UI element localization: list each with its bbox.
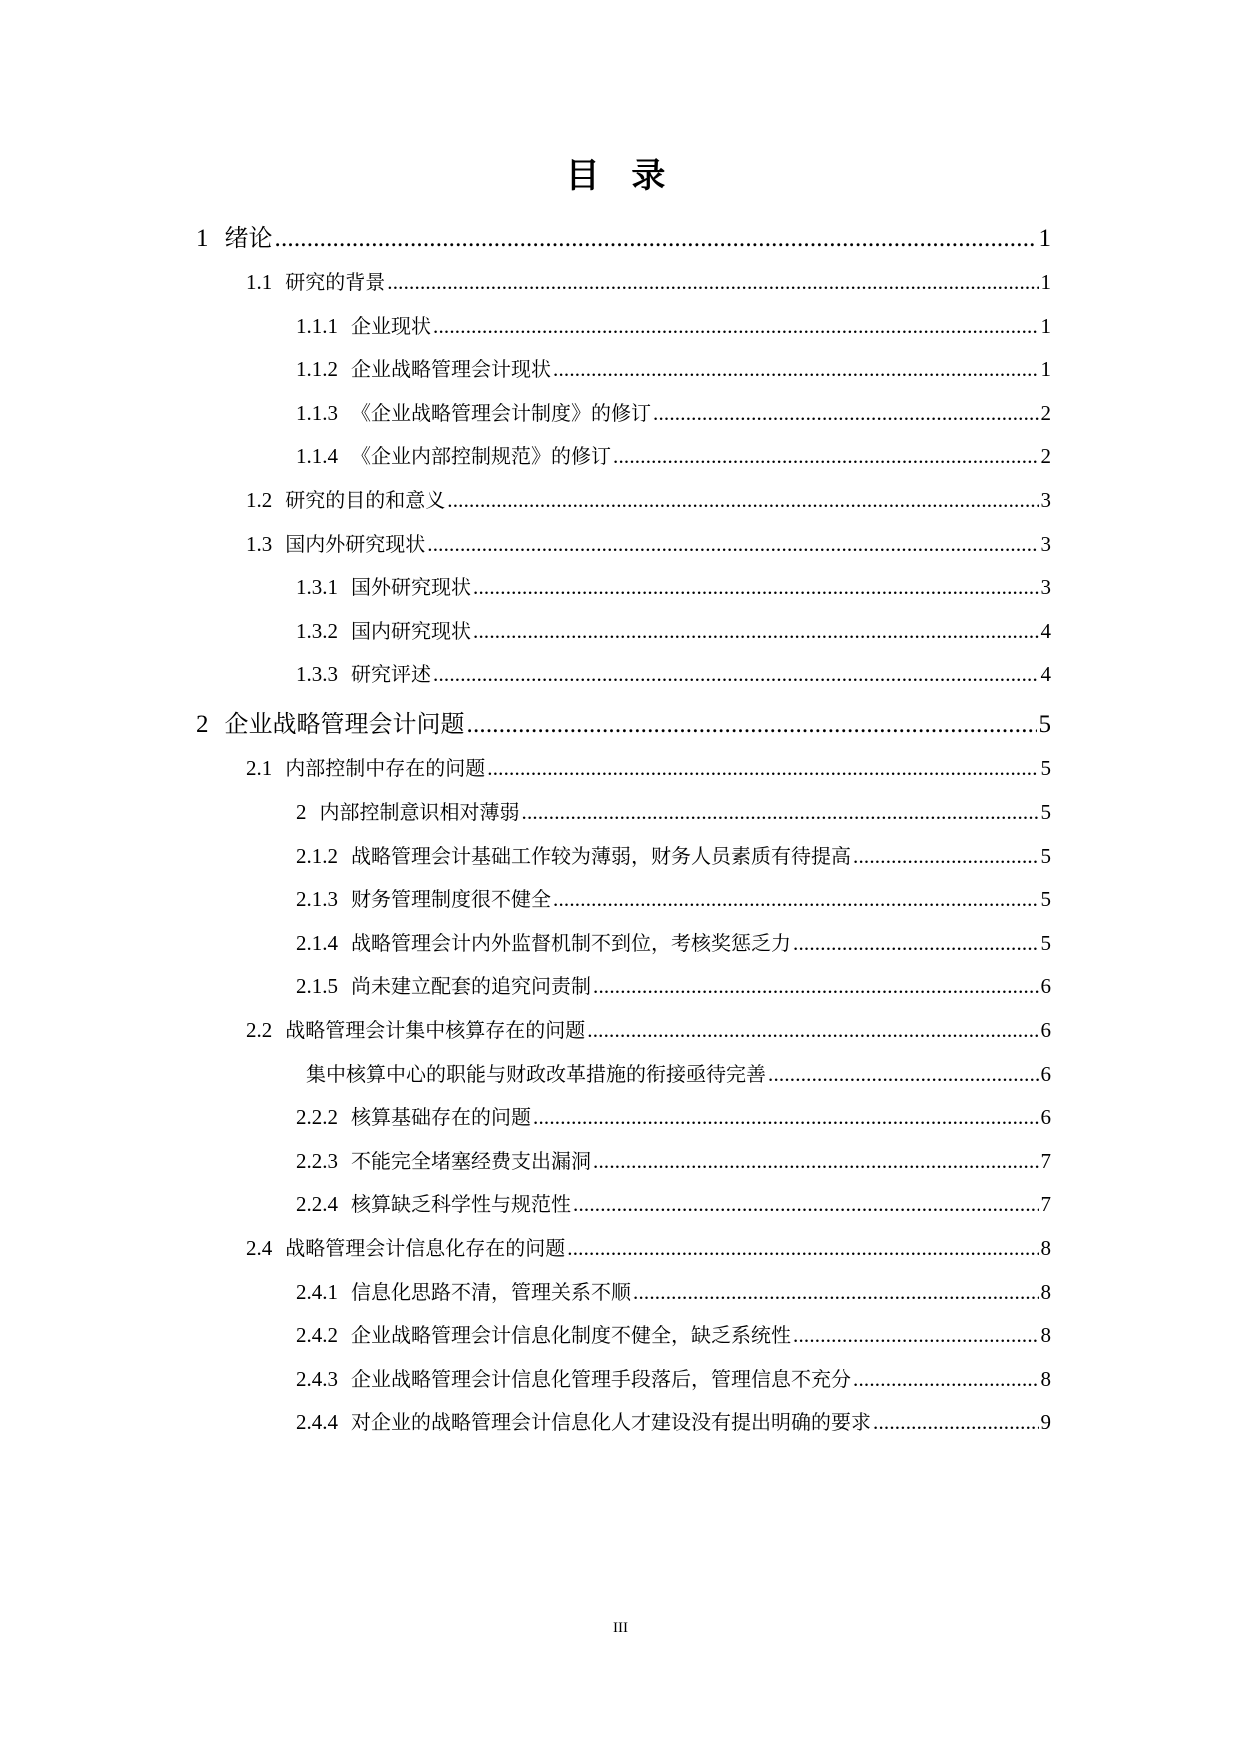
toc-entry[interactable]: [246, 528, 1051, 562]
toc-entry-number: 1.3.3: [296, 662, 338, 687]
toc-entry-page: 2: [1040, 400, 1051, 425]
toc-entry-page: 3: [1040, 575, 1051, 600]
toc-entry[interactable]: [296, 615, 1051, 649]
toc-entry-page: 6: [1040, 974, 1051, 999]
toc-entry-title: 国内研究现状: [351, 618, 471, 643]
toc-entry-title: 信息化思路不清，管理关系不顺: [351, 1279, 631, 1304]
toc-entry-number: 1.3: [246, 531, 273, 556]
toc-entry-page: 5: [1040, 800, 1051, 824]
toc-entry[interactable]: [296, 796, 1051, 830]
dot-leader: [853, 1367, 1039, 1392]
toc-entry[interactable]: [246, 1232, 1051, 1266]
dot-leader: [387, 270, 1038, 295]
toc-entry-number: 1.1.3: [296, 400, 338, 425]
toc-entry-page: 7: [1040, 1192, 1051, 1217]
toc-entry[interactable]: [296, 1406, 1051, 1440]
toc-entry-title: 研究评述: [351, 662, 431, 687]
toc-entry[interactable]: [246, 752, 1051, 786]
toc-entry-page: 5: [1040, 756, 1051, 781]
toc-entry-title: 企业战略管理会计问题: [224, 710, 465, 739]
toc-entry[interactable]: [196, 704, 1051, 744]
toc-entry-number: 2.4: [246, 1236, 273, 1260]
toc-entry-title: 研究的目的和意义: [285, 488, 446, 512]
toc-entry-page: 1: [1040, 270, 1051, 294]
toc-entry-number: 2.2.3: [296, 1148, 338, 1173]
toc-entry-number: 2.2.2: [296, 1105, 338, 1130]
toc-entry-page: 6: [1040, 1105, 1051, 1130]
toc-entry-page: 8: [1040, 1236, 1051, 1260]
toc-entry-page: 8: [1040, 1279, 1051, 1304]
dot-leader: [553, 357, 1039, 382]
toc-entry-title: 企业战略管理会计现状: [351, 357, 551, 382]
dot-leader: [553, 887, 1039, 912]
toc-entry-page: 8: [1040, 1323, 1051, 1348]
toc-entry[interactable]: [246, 266, 1051, 300]
toc-entry-number: 1.3.2: [296, 618, 338, 643]
toc-entry[interactable]: [296, 440, 1051, 474]
dot-leader: [447, 488, 1038, 513]
dot-leader: [275, 225, 1037, 253]
toc-entry-title: 财务管理制度很不健全: [351, 887, 551, 912]
toc-entry[interactable]: [296, 353, 1051, 387]
toc-entry-page: 5: [1040, 843, 1051, 868]
toc-entry[interactable]: [296, 658, 1051, 692]
toc-entry[interactable]: [296, 927, 1051, 961]
toc-entry-page: 9: [1040, 1410, 1051, 1435]
toc-entry-title: 战略管理会计信息化存在的问题: [285, 1236, 566, 1260]
toc-entry-number: 2: [296, 800, 307, 824]
toc-entry[interactable]: [296, 1276, 1051, 1310]
toc-entry-number: 2.4.2: [296, 1323, 338, 1348]
toc-entry[interactable]: [246, 484, 1051, 518]
toc-entry[interactable]: [296, 1319, 1051, 1353]
dot-leader: [567, 1236, 1038, 1261]
page-title: 目 录: [565, 156, 676, 196]
toc-entry-number: 1.1: [246, 270, 273, 294]
toc-entry-number: 2.4.3: [296, 1366, 338, 1391]
toc-entry[interactable]: [296, 970, 1051, 1004]
toc-entry-number: 1: [196, 225, 209, 252]
dot-leader: [522, 800, 1039, 825]
toc-entry[interactable]: [296, 1188, 1051, 1222]
toc-entry-title: 《企业内部控制规范》的修订: [351, 444, 611, 469]
toc-entry-page: 5: [1040, 887, 1051, 912]
toc-entry-title: 战略管理会计内外监督机制不到位，考核奖惩乏力: [351, 930, 791, 955]
toc-entry-title: 国外研究现状: [351, 575, 471, 600]
toc-entry-number: 1.2: [246, 488, 273, 512]
toc-entry[interactable]: [296, 1101, 1051, 1135]
dot-leader: [593, 974, 1039, 999]
toc-entry-title: 内部控制中存在的问题: [285, 756, 486, 781]
toc-entry-page: 5: [1038, 711, 1051, 739]
dot-leader: [793, 931, 1039, 956]
toc-entry[interactable]: [296, 1145, 1051, 1179]
toc-entry-title: 战略管理会计基础工作较为薄弱，财务人员素质有待提高: [351, 843, 851, 868]
toc-entry[interactable]: [296, 397, 1051, 431]
toc-entry-page: 4: [1040, 618, 1051, 643]
dot-leader: [853, 844, 1039, 869]
dot-leader: [873, 1410, 1039, 1435]
toc-entry-title: 《企业战略管理会计制度》的修订: [351, 400, 651, 425]
toc-entry[interactable]: [306, 1058, 1051, 1092]
toc-entry-number: 2.2.4: [296, 1192, 338, 1217]
toc-entry-number: 2.4.4: [296, 1410, 338, 1435]
toc-entry-number: 2.1.5: [296, 974, 338, 999]
toc-entry-page: 7: [1040, 1148, 1051, 1173]
toc-entry-number: 2.4.1: [296, 1279, 338, 1304]
dot-leader: [433, 662, 1039, 687]
toc-entry-title: 企业战略管理会计信息化管理手段落后，管理信息不充分: [351, 1366, 851, 1391]
toc-entry-title: 不能完全堵塞经费支出漏洞: [351, 1148, 591, 1173]
dot-leader: [473, 619, 1039, 644]
toc-entry-page: 4: [1040, 662, 1051, 687]
toc-entry-number: 2.1: [246, 756, 273, 781]
toc-entry-page: 3: [1040, 488, 1051, 512]
toc-entry-number: 2: [196, 711, 209, 739]
toc-entry-number: 2.1.2: [296, 843, 338, 868]
toc-entry-number: 2.1.3: [296, 887, 338, 912]
toc-entry[interactable]: [296, 571, 1051, 605]
page-number-footer: III: [613, 1620, 628, 1636]
toc-entry-page: 8: [1040, 1366, 1051, 1391]
toc-entry-number: 2.2: [246, 1018, 273, 1042]
toc-entry-title: 企业现状: [351, 313, 431, 338]
toc-entry-page: 1: [1040, 357, 1051, 382]
toc-entry-page: 6: [1040, 1018, 1051, 1042]
toc-entry[interactable]: [246, 1014, 1051, 1048]
toc-entry-title: 对企业的战略管理会计信息化人才建设没有提出明确的要求: [351, 1410, 871, 1435]
toc-entry[interactable]: [296, 1363, 1051, 1397]
dot-leader: [593, 1149, 1039, 1174]
toc-entry-title: 研究的背景: [285, 270, 386, 294]
toc-entry-page: 1: [1038, 225, 1051, 252]
dot-leader: [473, 575, 1039, 600]
toc-entry-title: 集中核算中心的职能与财政改革措施的衔接亟待完善: [306, 1061, 766, 1086]
toc-entry-title: 尚未建立配套的追究问责制: [351, 974, 591, 999]
dot-leader: [533, 1105, 1039, 1130]
toc-entry-page: 6: [1040, 1061, 1051, 1086]
toc-entry-number: 1.1.1: [296, 313, 338, 338]
toc-entry-title: 核算缺乏科学性与规范性: [351, 1192, 571, 1217]
toc-entry[interactable]: [296, 310, 1051, 344]
toc-entry-page: 1: [1040, 313, 1051, 338]
toc-entry[interactable]: [296, 883, 1051, 917]
toc-entry-number: 2.1.4: [296, 930, 338, 955]
dot-leader: [573, 1192, 1039, 1217]
dot-leader: [487, 756, 1038, 781]
toc-entry-title: 企业战略管理会计信息化制度不健全，缺乏系统性: [351, 1323, 791, 1348]
toc-entry-title: 绪论: [224, 224, 273, 252]
toc-entry-title: 核算基础存在的问题: [351, 1105, 531, 1130]
toc-entry[interactable]: [296, 840, 1051, 874]
toc-entry-title: 战略管理会计集中核算存在的问题: [285, 1018, 586, 1042]
toc-entry-title: 内部控制意识相对薄弱: [319, 800, 520, 824]
dot-leader: [633, 1280, 1039, 1305]
toc-entry-page: 3: [1040, 531, 1051, 556]
dot-leader: [653, 401, 1039, 426]
toc-entry[interactable]: [196, 218, 1051, 258]
toc-entry-number: 1.3.1: [296, 575, 338, 600]
dot-leader: [427, 532, 1038, 557]
toc-entry-number: 1.1.2: [296, 357, 338, 382]
dot-leader: [613, 444, 1039, 469]
toc-entry-page: 5: [1040, 930, 1051, 955]
toc-entry-title: 国内外研究现状: [285, 531, 426, 556]
dot-leader: [768, 1062, 1039, 1087]
dot-leader: [433, 314, 1039, 339]
dot-leader: [793, 1323, 1039, 1348]
toc-entry-page: 2: [1040, 444, 1051, 469]
toc-entry-number: 1.1.4: [296, 444, 338, 469]
dot-leader: [587, 1018, 1038, 1043]
dot-leader: [467, 711, 1037, 739]
